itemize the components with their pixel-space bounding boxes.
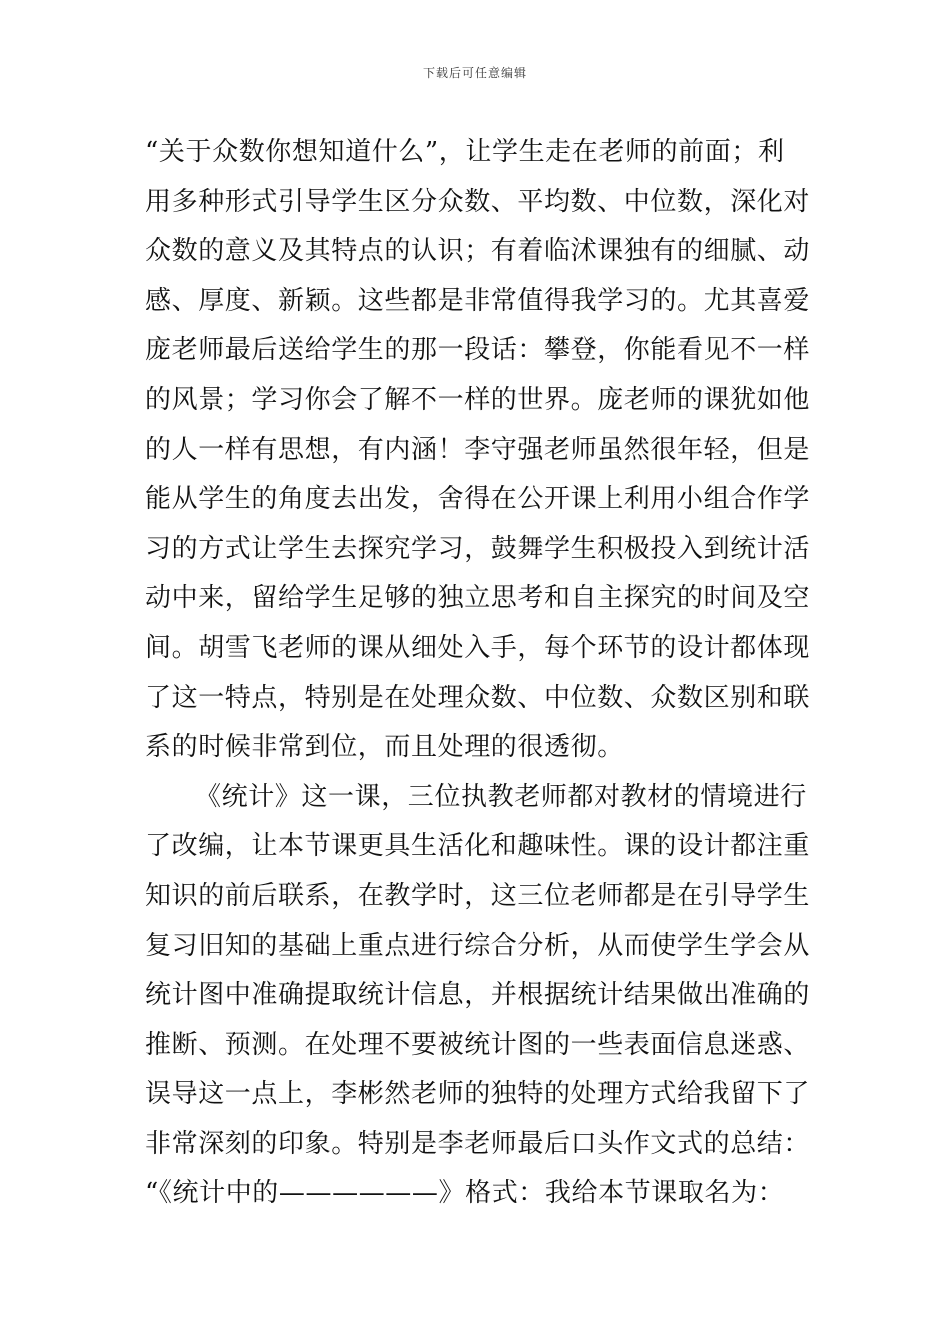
text-line: 了这一特点，特别是在处理众数、中位数、众数区别和联 (145, 682, 811, 713)
text-line: 非常深刻的印象。特别是李老师最后口头作文式的总结： (145, 1128, 811, 1159)
text-line: 习的方式让学生去探究学习，鼓舞学生积极投入到统计活 (145, 533, 811, 564)
text-line: 庞老师最后送给学生的那一段话：攀登，你能看见不一样 (145, 335, 811, 366)
text-line: 的人一样有思想，有内涵！李守强老师虽然很年轻，但是 (145, 434, 811, 465)
text-line: 统计图中准确提取统计信息，并根据统计结果做出准确的 (145, 980, 811, 1011)
paragraph-start-line: 《统计》这一课，三位执教老师都对教材的情境进行 (195, 781, 807, 812)
text-line: 用多种形式引导学生区分众数、平均数、中位数，深化对 (145, 186, 811, 217)
text-line: 的风景；学习你会了解不一样的世界。庞老师的课犹如他 (145, 384, 811, 415)
text-line: 众数的意义及其特点的认识；有着临沭课独有的细腻、动 (145, 236, 811, 267)
text-line: 间。胡雪飞老师的课从细处入手，每个环节的设计都体现 (145, 632, 811, 663)
text-line: 了改编，让本节课更具生活化和趣味性。课的设计都注重 (145, 831, 811, 862)
text-line: “《统计中的——————》格式：我给本节课取名为： (145, 1178, 785, 1209)
text-line: 动中来，留给学生足够的独立思考和自主探究的时间及空 (145, 583, 811, 614)
text-line: “关于众数你想知道什么”，让学生走在老师的前面；利 (145, 137, 785, 167)
text-line: 能从学生的角度去出发，舍得在公开课上利用小组合作学 (145, 484, 811, 515)
text-line: 系的时候非常到位，而且处理的很透彻。 (145, 732, 624, 763)
text-line: 知识的前后联系，在教学时，这三位老师都是在引导学生 (145, 880, 811, 911)
text-line: 误导这一点上，李彬然老师的独特的处理方式给我留下了 (145, 1079, 811, 1110)
body-text (145, 128, 811, 1219)
header-note: 下载后可任意编辑 (422, 66, 527, 80)
text-line: 推断、预测。在处理不要被统计图的一些表面信息迷惑、 (145, 1029, 811, 1060)
text-line: 复习旧知的基础上重点进行综合分析，从而使学生学会从 (145, 930, 811, 961)
text-line: 感、厚度、新颖。这些都是非常值得我学习的。尤其喜爱 (145, 285, 811, 316)
